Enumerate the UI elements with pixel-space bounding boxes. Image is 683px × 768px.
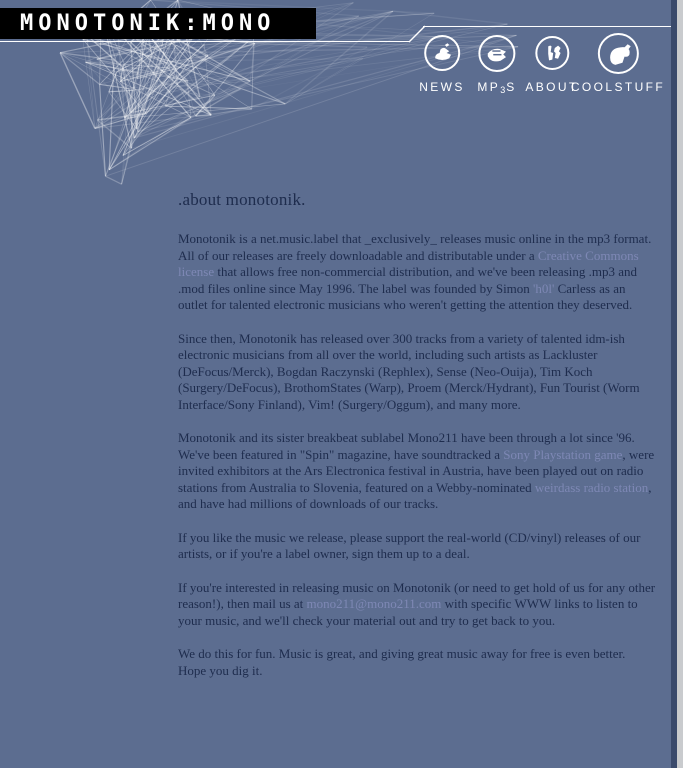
nav-item-mp3s[interactable]: [477, 32, 516, 94]
paragraph: [178, 231, 656, 314]
nav-label-text: S: [506, 80, 517, 94]
nav-label-text: 3: [500, 85, 507, 95]
nav-item-news[interactable]: [419, 32, 465, 94]
nav-label[interactable]: [477, 80, 516, 94]
nav-circle-wrap: [478, 32, 515, 74]
text-run: Since then, Monotonik has released over 300 tracks from a variety of talented idm-ish electronic musicians from all over the world, including such artists as Lackluster (DeFocus/Merck), Bogdan Raczynski (Rephlex), Sense (Neo-Ouija), Tim Koch (Surgery/DeFocus), BrothomStates (Warp), Proem (Merck/Hydrant), Fun Tourist (Worm Interface/Sony Finland), Vim! (Surgery/Oggum), and many more.: [178, 330, 640, 412]
nav-circle[interactable]: [478, 35, 515, 72]
header-rule-left: [0, 41, 410, 42]
article-body: [178, 231, 656, 679]
news-icon: [427, 38, 457, 68]
text-run: Monotonik is a net.music.label that _exclusively_ releases music online in the mp3 format. All of our releases are freely downloadable and distributable under a: [178, 231, 652, 263]
inline-link[interactable]: 'h0l': [533, 280, 555, 296]
inline-link[interactable]: Sony Playstation game: [503, 446, 623, 462]
page-title: .about monotonik.: [178, 190, 306, 209]
text-run: with specific WWW links to listen to your music, and we'll check your material out and try to get back to you.: [178, 596, 638, 628]
nav-circle-wrap: [598, 32, 639, 74]
text-run: We do this for fun. Music is great, and giving great music away for free is even better. Hope you dig it.: [178, 646, 626, 678]
nav-label-text: NEWS: [419, 80, 465, 94]
text-run: , were invited exhibitors at the Ars Electronica festival in Austria, have been played out on radio stations from Australia to Slovenia, featured on a Webby-nominated: [178, 446, 655, 495]
header-rule-right: [423, 26, 671, 27]
text-run: Monotonik and its sister breakbeat sublabel Mono211 have been through a lot since '96. We've been featured in "Spin" magazine, have soundtracked a: [178, 430, 635, 462]
about-icon: [538, 39, 566, 67]
paragraph: [178, 646, 656, 679]
paragraph: [178, 430, 656, 513]
mp3s-icon: [481, 38, 512, 69]
nav-label[interactable]: [571, 80, 665, 94]
nav-item-coolstuff[interactable]: [571, 32, 665, 94]
nav-circle-wrap: [424, 32, 460, 74]
about-section: [178, 190, 656, 696]
nav-circle[interactable]: [598, 33, 639, 74]
inline-link[interactable]: mono211@mono211.com: [306, 596, 442, 611]
nav-label[interactable]: [419, 80, 465, 94]
nav-circle-wrap: [535, 32, 569, 74]
paragraph: [178, 331, 656, 414]
nav-label-text: COOLSTUFF: [570, 80, 666, 94]
nav-label-text: MP: [477, 80, 501, 94]
nav-label-text: ABOUT: [525, 80, 579, 94]
text-run: , and have had millions of downloads of our tracks.: [178, 479, 652, 511]
paragraph: [178, 530, 656, 563]
nav-circle[interactable]: [535, 36, 569, 70]
text-run: If you're interested in releasing music on Monotonik (or need to get hold of us for any other reason!), then mail us at: [178, 579, 656, 611]
nav-circle[interactable]: [424, 35, 460, 71]
inline-link[interactable]: weirdass radio station: [534, 479, 649, 495]
right-edge-gutter: [677, 0, 683, 768]
paragraph: [178, 580, 656, 630]
inline-link[interactable]: Creative Commons license: [178, 247, 639, 279]
text-run: that allows free non-commercial distribution, and we've been releasing .mp3 and .mod files online since May 1996. The label was founded by Simon: [178, 264, 637, 296]
text-run: If you like the music we release, please support the real-world (CD/vinyl) releases of our artists, or if you're a label owner, sign them up to a deal.: [178, 529, 641, 561]
coolstuff-icon: [601, 36, 636, 71]
logo-text: MONOTONIK:MONO: [20, 11, 276, 36]
logo-banner: [0, 8, 316, 39]
text-run: Carless as an outlet for talented electronic musicians who weren't getting the attention they deserved.: [178, 280, 633, 312]
